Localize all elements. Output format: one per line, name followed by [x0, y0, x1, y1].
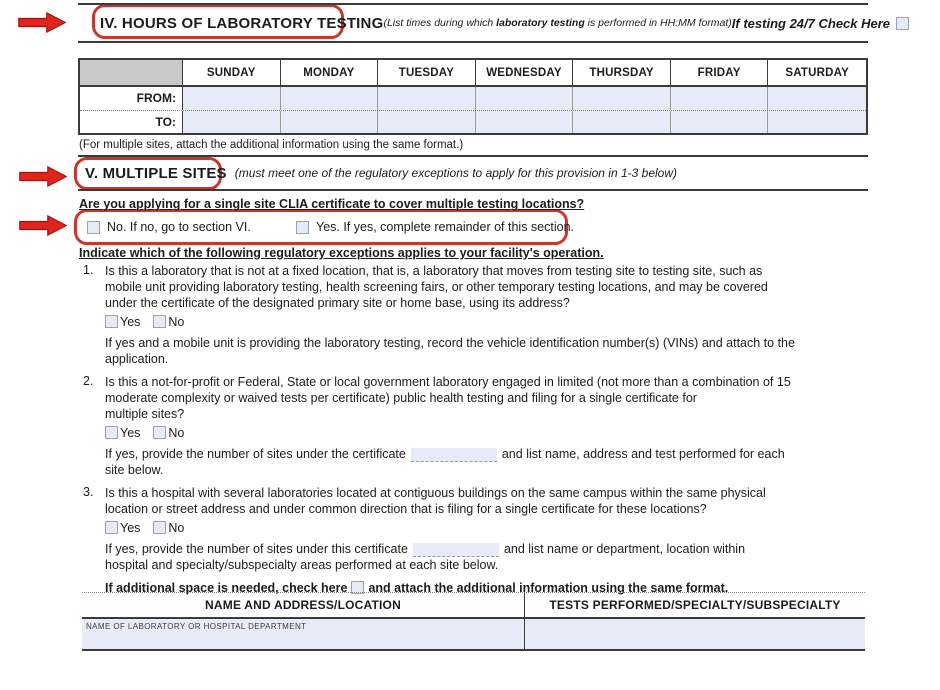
- section-4-title: IV. HOURS OF LABORATORY TESTING: [100, 14, 384, 32]
- number-of-sites-field[interactable]: [413, 543, 499, 557]
- to-label: TO:: [80, 111, 183, 133]
- day-header: SUNDAY: [183, 60, 281, 85]
- testing-24-7-label: If testing 24/7 Check Here: [731, 15, 891, 31]
- name-address-header: NAME AND ADDRESS/LOCATION: [82, 593, 525, 617]
- day-header: MONDAY: [281, 60, 379, 85]
- item1-yes: Yes: [105, 315, 140, 329]
- checkbox-item1-no[interactable]: [153, 315, 166, 328]
- hours-to-input[interactable]: [573, 111, 671, 133]
- sites-table-row: [82, 619, 865, 651]
- red-arrow-icon: [19, 166, 67, 187]
- hours-from-input[interactable]: [183, 87, 281, 110]
- section-5-note: (must meet one of the regulatory exceptions to apply for this provision in 1-3 below): [234, 166, 677, 180]
- item-number: 3.: [83, 485, 94, 499]
- hours-to-input[interactable]: [476, 111, 574, 133]
- item2-yes-no: [105, 424, 870, 441]
- indicate-instruction: Indicate which of the following regulatory exceptions applies to your facility's operation.: [79, 246, 604, 260]
- number-of-sites-field[interactable]: [411, 448, 497, 462]
- item2-note: If yes, provide the number of sites under the certificate and list name, address and test performed for each site below.: [105, 447, 785, 477]
- day-header: FRIDAY: [671, 60, 769, 85]
- lab-name-label: NAME OF LABORATORY OR HOSPITAL DEPARTMENT: [86, 622, 307, 631]
- hours-from-input[interactable]: [281, 87, 379, 110]
- option-yes-label: Yes. If yes, complete remainder of this section.: [316, 220, 574, 234]
- red-arrow-icon: [18, 12, 66, 33]
- red-arrow-icon: [19, 215, 67, 236]
- hours-from-input[interactable]: [476, 87, 574, 110]
- additional-space-line: If additional space is needed, check here and attach the additional information using the same format.: [105, 581, 729, 595]
- hours-from-input[interactable]: [378, 87, 476, 110]
- single-site-question: Are you applying for a single site CLIA certificate to cover multiple testing locations?: [79, 197, 585, 211]
- hours-to-input[interactable]: [183, 111, 281, 133]
- hours-from-input[interactable]: [671, 87, 769, 110]
- sites-table: [82, 592, 865, 651]
- section-5-title: V. MULTIPLE SITES: [85, 164, 227, 182]
- checkbox-item2-yes[interactable]: [105, 426, 118, 439]
- sites-table-header-row: [82, 593, 865, 619]
- list-item-2: 2. Is this a not-for-profit or Federal, State or local government laboratory engaged in limited (not more than a combination of 15 moderate complexity or waived tests per certificate) public health testing and filing for a single certificate for multiple sites? Yes No: [78, 374, 870, 441]
- list-item-3: 3. Is this a hospital with several laboratories located at contiguous buildings on the same campus within the same physical location or street address and under common direction that is filing for a single certificate for these locations? Yes No: [78, 485, 870, 536]
- section-5-header: [78, 155, 868, 191]
- multiple-sites-caption: (For multiple sites, attach the additional information using the same format.): [79, 139, 464, 151]
- checkbox-item3-yes[interactable]: [105, 521, 118, 534]
- hours-to-input[interactable]: [768, 111, 866, 133]
- hours-table-header-row: [80, 60, 866, 87]
- name-address-cell[interactable]: [82, 619, 525, 649]
- item2-yes: Yes: [105, 426, 140, 440]
- item1-yes-no: [105, 313, 870, 330]
- tests-performed-cell[interactable]: [525, 619, 865, 649]
- item3-yes: Yes: [105, 521, 140, 535]
- hours-table: [78, 58, 868, 135]
- hours-from-row: [80, 87, 866, 110]
- checkbox-yes[interactable]: [296, 221, 309, 234]
- checkbox-no[interactable]: [87, 221, 100, 234]
- hours-to-input[interactable]: [671, 111, 769, 133]
- checkbox-testing-24-7[interactable]: [896, 17, 909, 30]
- checkbox-item2-no[interactable]: [153, 426, 166, 439]
- from-label: FROM:: [80, 87, 183, 110]
- item-number: 1.: [83, 263, 94, 277]
- list-item-1: 1. Is this a laboratory that is not at a fixed location, that is, a laboratory that moves from testing site to testing site, such as mobile unit providing laboratory testing, health screening fairs, or other temporary testing locations, and may be covered under the certificate of the designated primary site or home base, using its address? Yes No: [78, 263, 870, 330]
- section-4-header: [78, 3, 891, 43]
- day-header: SATURDAY: [785, 66, 849, 79]
- no-yes-option-row: [78, 215, 638, 243]
- option-no-label: No. If no, go to section VI.: [107, 220, 251, 234]
- checkbox-item1-yes[interactable]: [105, 315, 118, 328]
- item1-no: No: [153, 315, 184, 329]
- hours-to-input[interactable]: [378, 111, 476, 133]
- hours-from-input[interactable]: [573, 87, 671, 110]
- hours-from-input[interactable]: [768, 87, 866, 110]
- tests-performed-header: TESTS PERFORMED/SPECIALTY/SUBSPECIALTY: [549, 598, 841, 612]
- option-no: [87, 220, 251, 234]
- item1-note: If yes and a mobile unit is providing the laboratory testing, record the vehicle identification number(s) (VINs) and attach to the application.: [105, 336, 795, 366]
- day-header: WEDNESDAY: [476, 60, 574, 85]
- section-4-note: (List times during which laboratory testing is performed in HH:MM format): [383, 17, 732, 29]
- hours-table-corner-cell: [80, 60, 183, 85]
- item-number: 2.: [83, 374, 94, 388]
- hours-to-input[interactable]: [281, 111, 379, 133]
- checkbox-item3-no[interactable]: [153, 521, 166, 534]
- hours-to-row: [80, 110, 866, 133]
- item3-note: If yes, provide the number of sites under this certificate and list name or department, location within hospital and specialty/subspecialty areas performed at each site below.: [105, 542, 746, 572]
- day-header: TUESDAY: [378, 60, 476, 85]
- item2-no: No: [153, 426, 184, 440]
- regulatory-exceptions-list: [78, 263, 870, 596]
- item3-yes-no: [105, 519, 870, 536]
- item3-no: No: [153, 521, 184, 535]
- day-header: THURSDAY: [573, 60, 671, 85]
- option-yes: [296, 220, 574, 234]
